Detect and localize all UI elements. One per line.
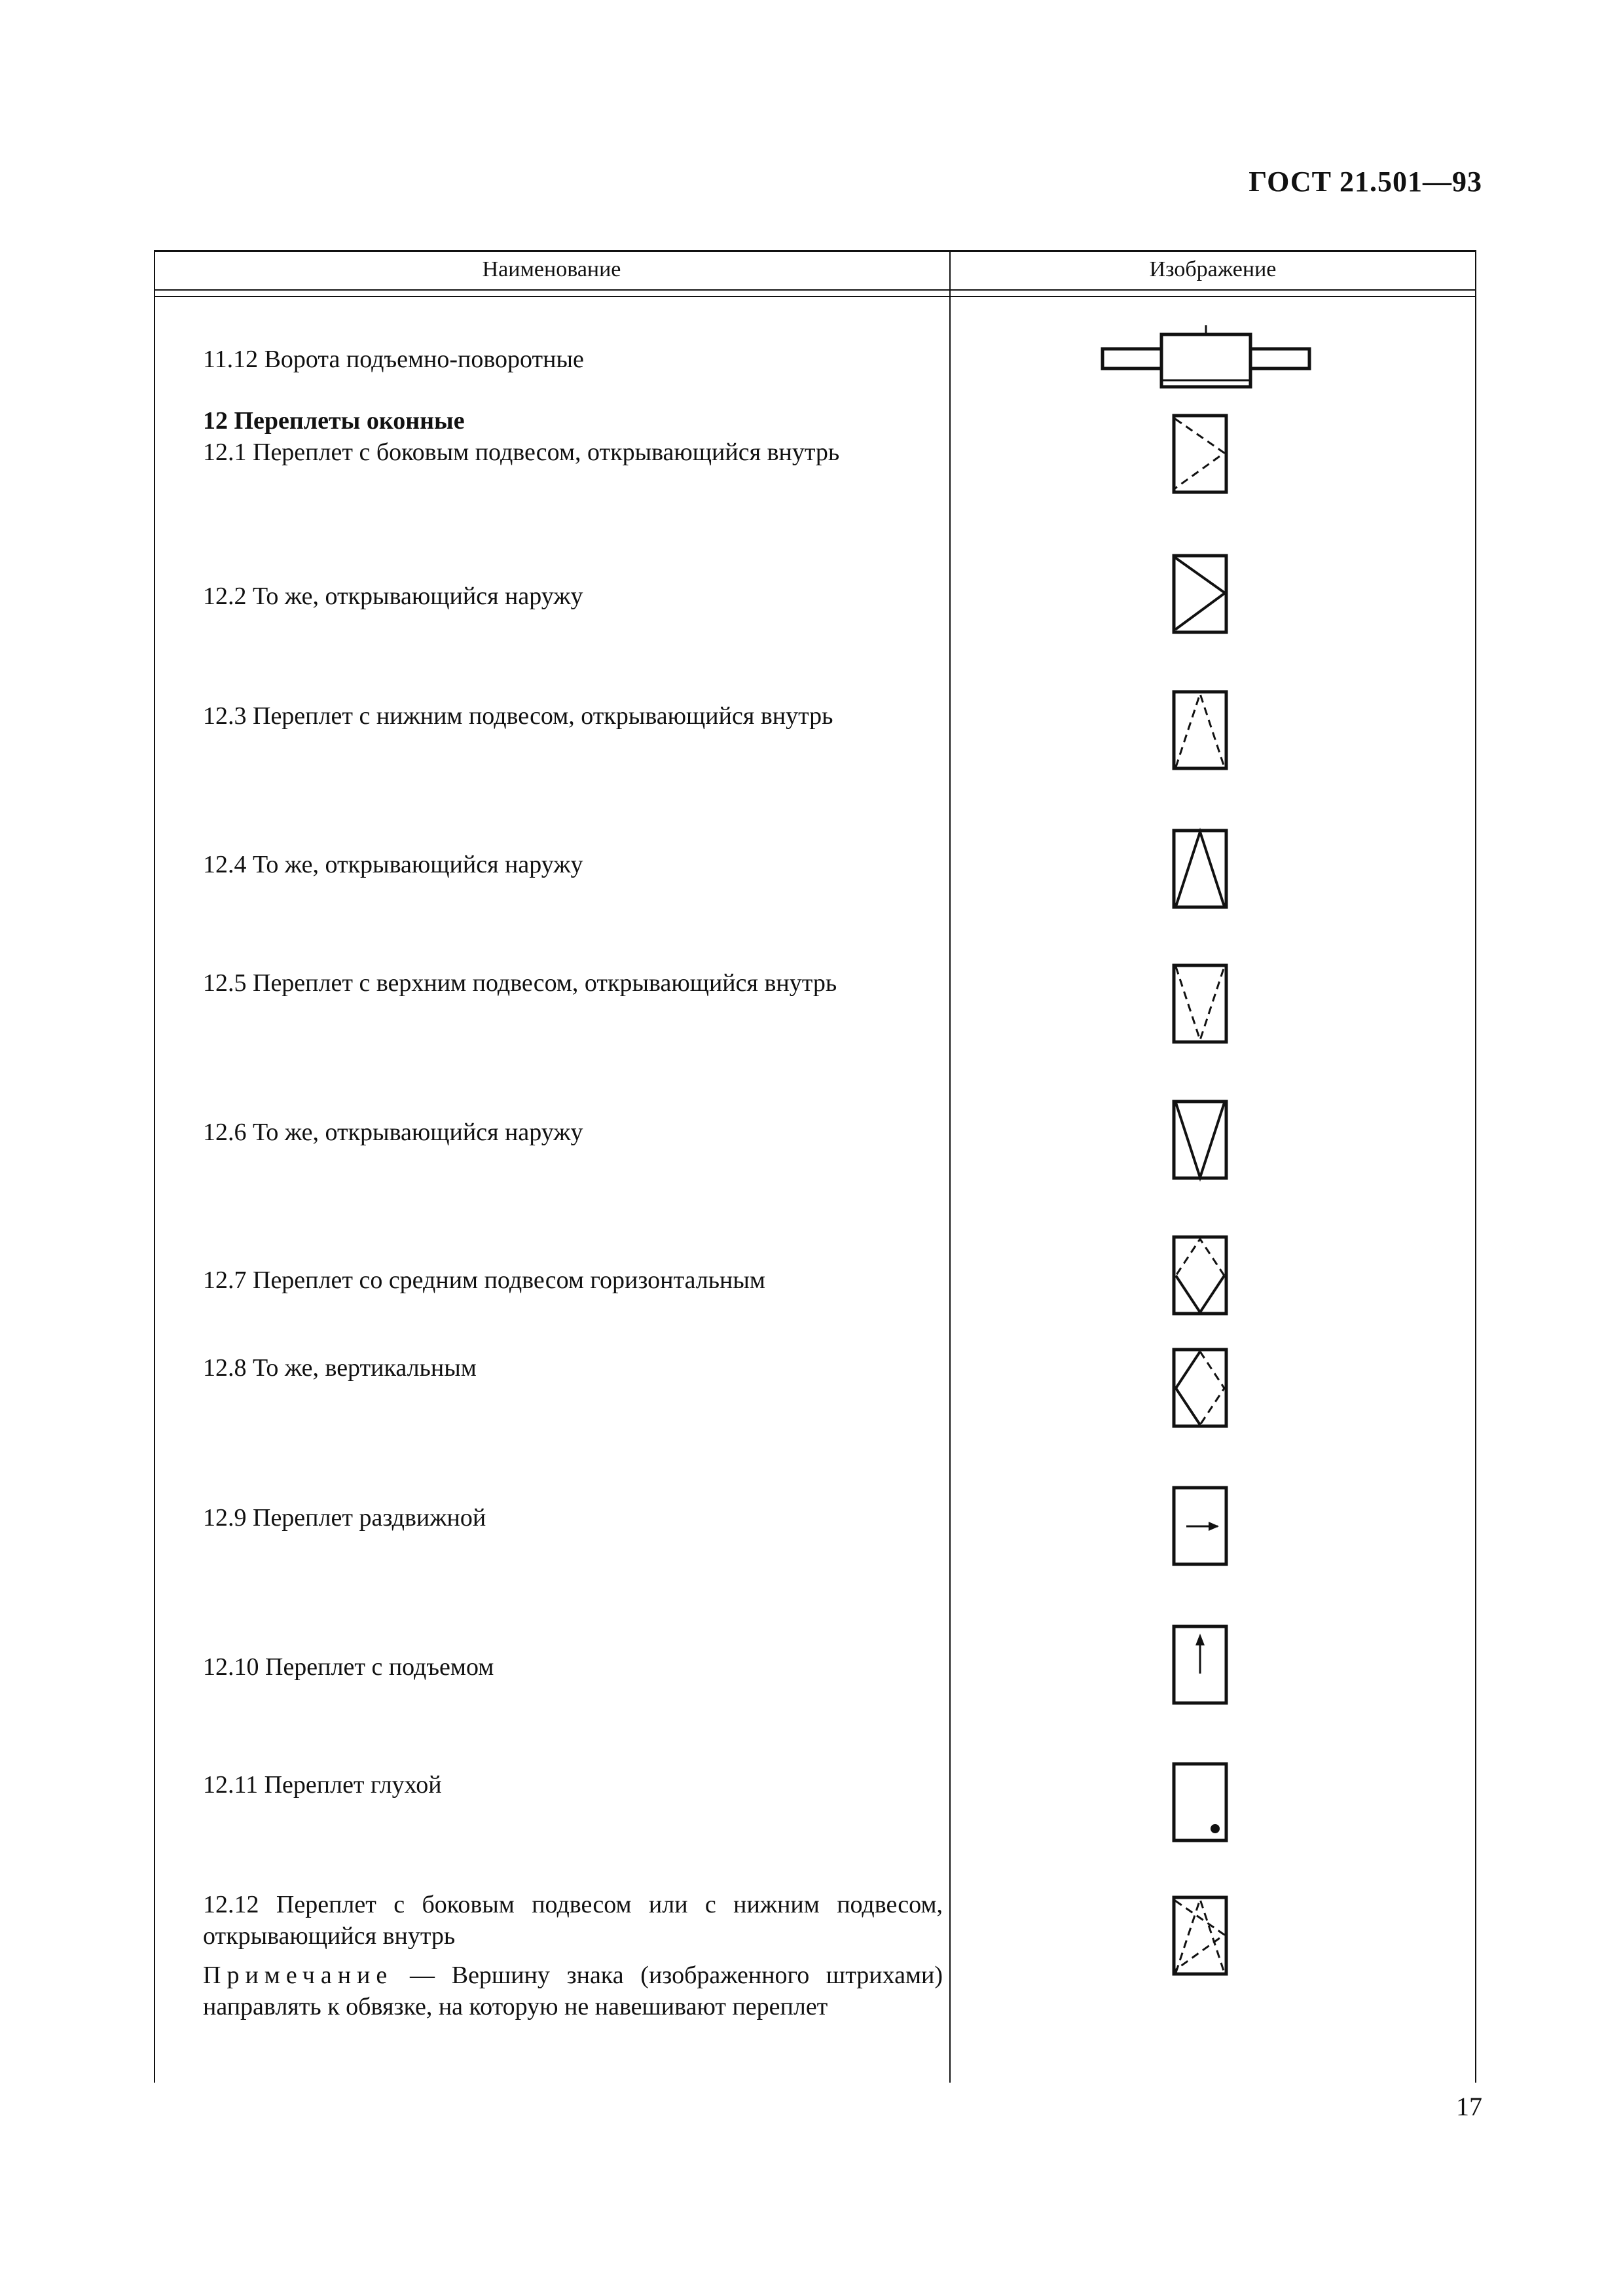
bottom-hung-outward-sash-icon bbox=[1172, 829, 1231, 910]
row-12-1-text bbox=[203, 405, 943, 468]
lift-swing-gate-icon bbox=[1101, 324, 1311, 396]
table-right-border bbox=[1475, 250, 1476, 2083]
side-hung-outward-sash-icon bbox=[1172, 554, 1231, 636]
note-label: Примечание bbox=[203, 1962, 393, 1989]
top-hung-outward-sash-icon bbox=[1172, 1100, 1231, 1181]
column-header-name: Наименование bbox=[482, 257, 621, 281]
header-divider-2 bbox=[154, 296, 1476, 297]
fixed-sash-icon bbox=[1172, 1762, 1231, 1844]
row-12-11-text: 12.11 Переплет глухой bbox=[203, 1771, 442, 1799]
table-note bbox=[203, 1960, 943, 2022]
row-12-1-label: 12.1 Переплет с боковым подвесом, открывающийся внутрь bbox=[203, 439, 840, 466]
center-pivot-horizontal-sash-icon bbox=[1172, 1235, 1231, 1317]
page-number: 17 bbox=[1456, 2092, 1482, 2121]
row-12-2-text: 12.2 То же, открывающийся наружу bbox=[203, 583, 583, 610]
lifting-sash-icon bbox=[1172, 1624, 1231, 1706]
row-11-12-text: 11.12 Ворота подъемно-поворотные bbox=[203, 346, 584, 373]
row-12-6-text: 12.6 То же, открывающийся наружу bbox=[203, 1119, 583, 1146]
sliding-sash-icon bbox=[1172, 1486, 1231, 1568]
row-12-8-text: 12.8 То же, вертикальным bbox=[203, 1354, 477, 1382]
note-text: — Вершину знака (изображенного штрихами) направлять к обвязке, на которую не навешивают переплет bbox=[203, 1962, 943, 2020]
header-divider bbox=[154, 289, 1476, 291]
bottom-hung-inward-sash-icon bbox=[1172, 690, 1231, 772]
table-left-border bbox=[154, 250, 155, 2083]
row-12-5-text: 12.5 Переплет с верхним подвесом, открывающийся внутрь bbox=[203, 969, 837, 997]
top-hung-inward-sash-icon bbox=[1172, 963, 1231, 1045]
row-12-4-text: 12.4 То же, открывающийся наружу bbox=[203, 851, 583, 878]
row-12-7-text: 12.7 Переплет со средним подвесом горизонтальным bbox=[203, 1266, 765, 1294]
section-heading: 12 Переплеты оконные bbox=[203, 407, 465, 435]
symbols-table bbox=[154, 250, 1476, 2083]
center-pivot-vertical-sash-icon bbox=[1172, 1348, 1231, 1429]
standard-header: ГОСТ 21.501—93 bbox=[1249, 166, 1482, 198]
column-divider bbox=[949, 250, 951, 2083]
row-12-12-text: 12.12 Переплет с боковым подвесом или с нижним подвесом, открывающийся внутрь bbox=[203, 1891, 943, 1950]
column-header-image: Изображение bbox=[1149, 257, 1277, 281]
row-12-10-text: 12.10 Переплет с подъемом bbox=[203, 1653, 494, 1681]
row-12-9-text: 12.9 Переплет раздвижной bbox=[203, 1504, 486, 1532]
row-12-3-text: 12.3 Переплет с нижним подвесом, открывающийся внутрь bbox=[203, 702, 833, 730]
side-hung-inward-sash-icon bbox=[1172, 414, 1231, 495]
tilt-turn-inward-sash-icon bbox=[1172, 1895, 1231, 1977]
